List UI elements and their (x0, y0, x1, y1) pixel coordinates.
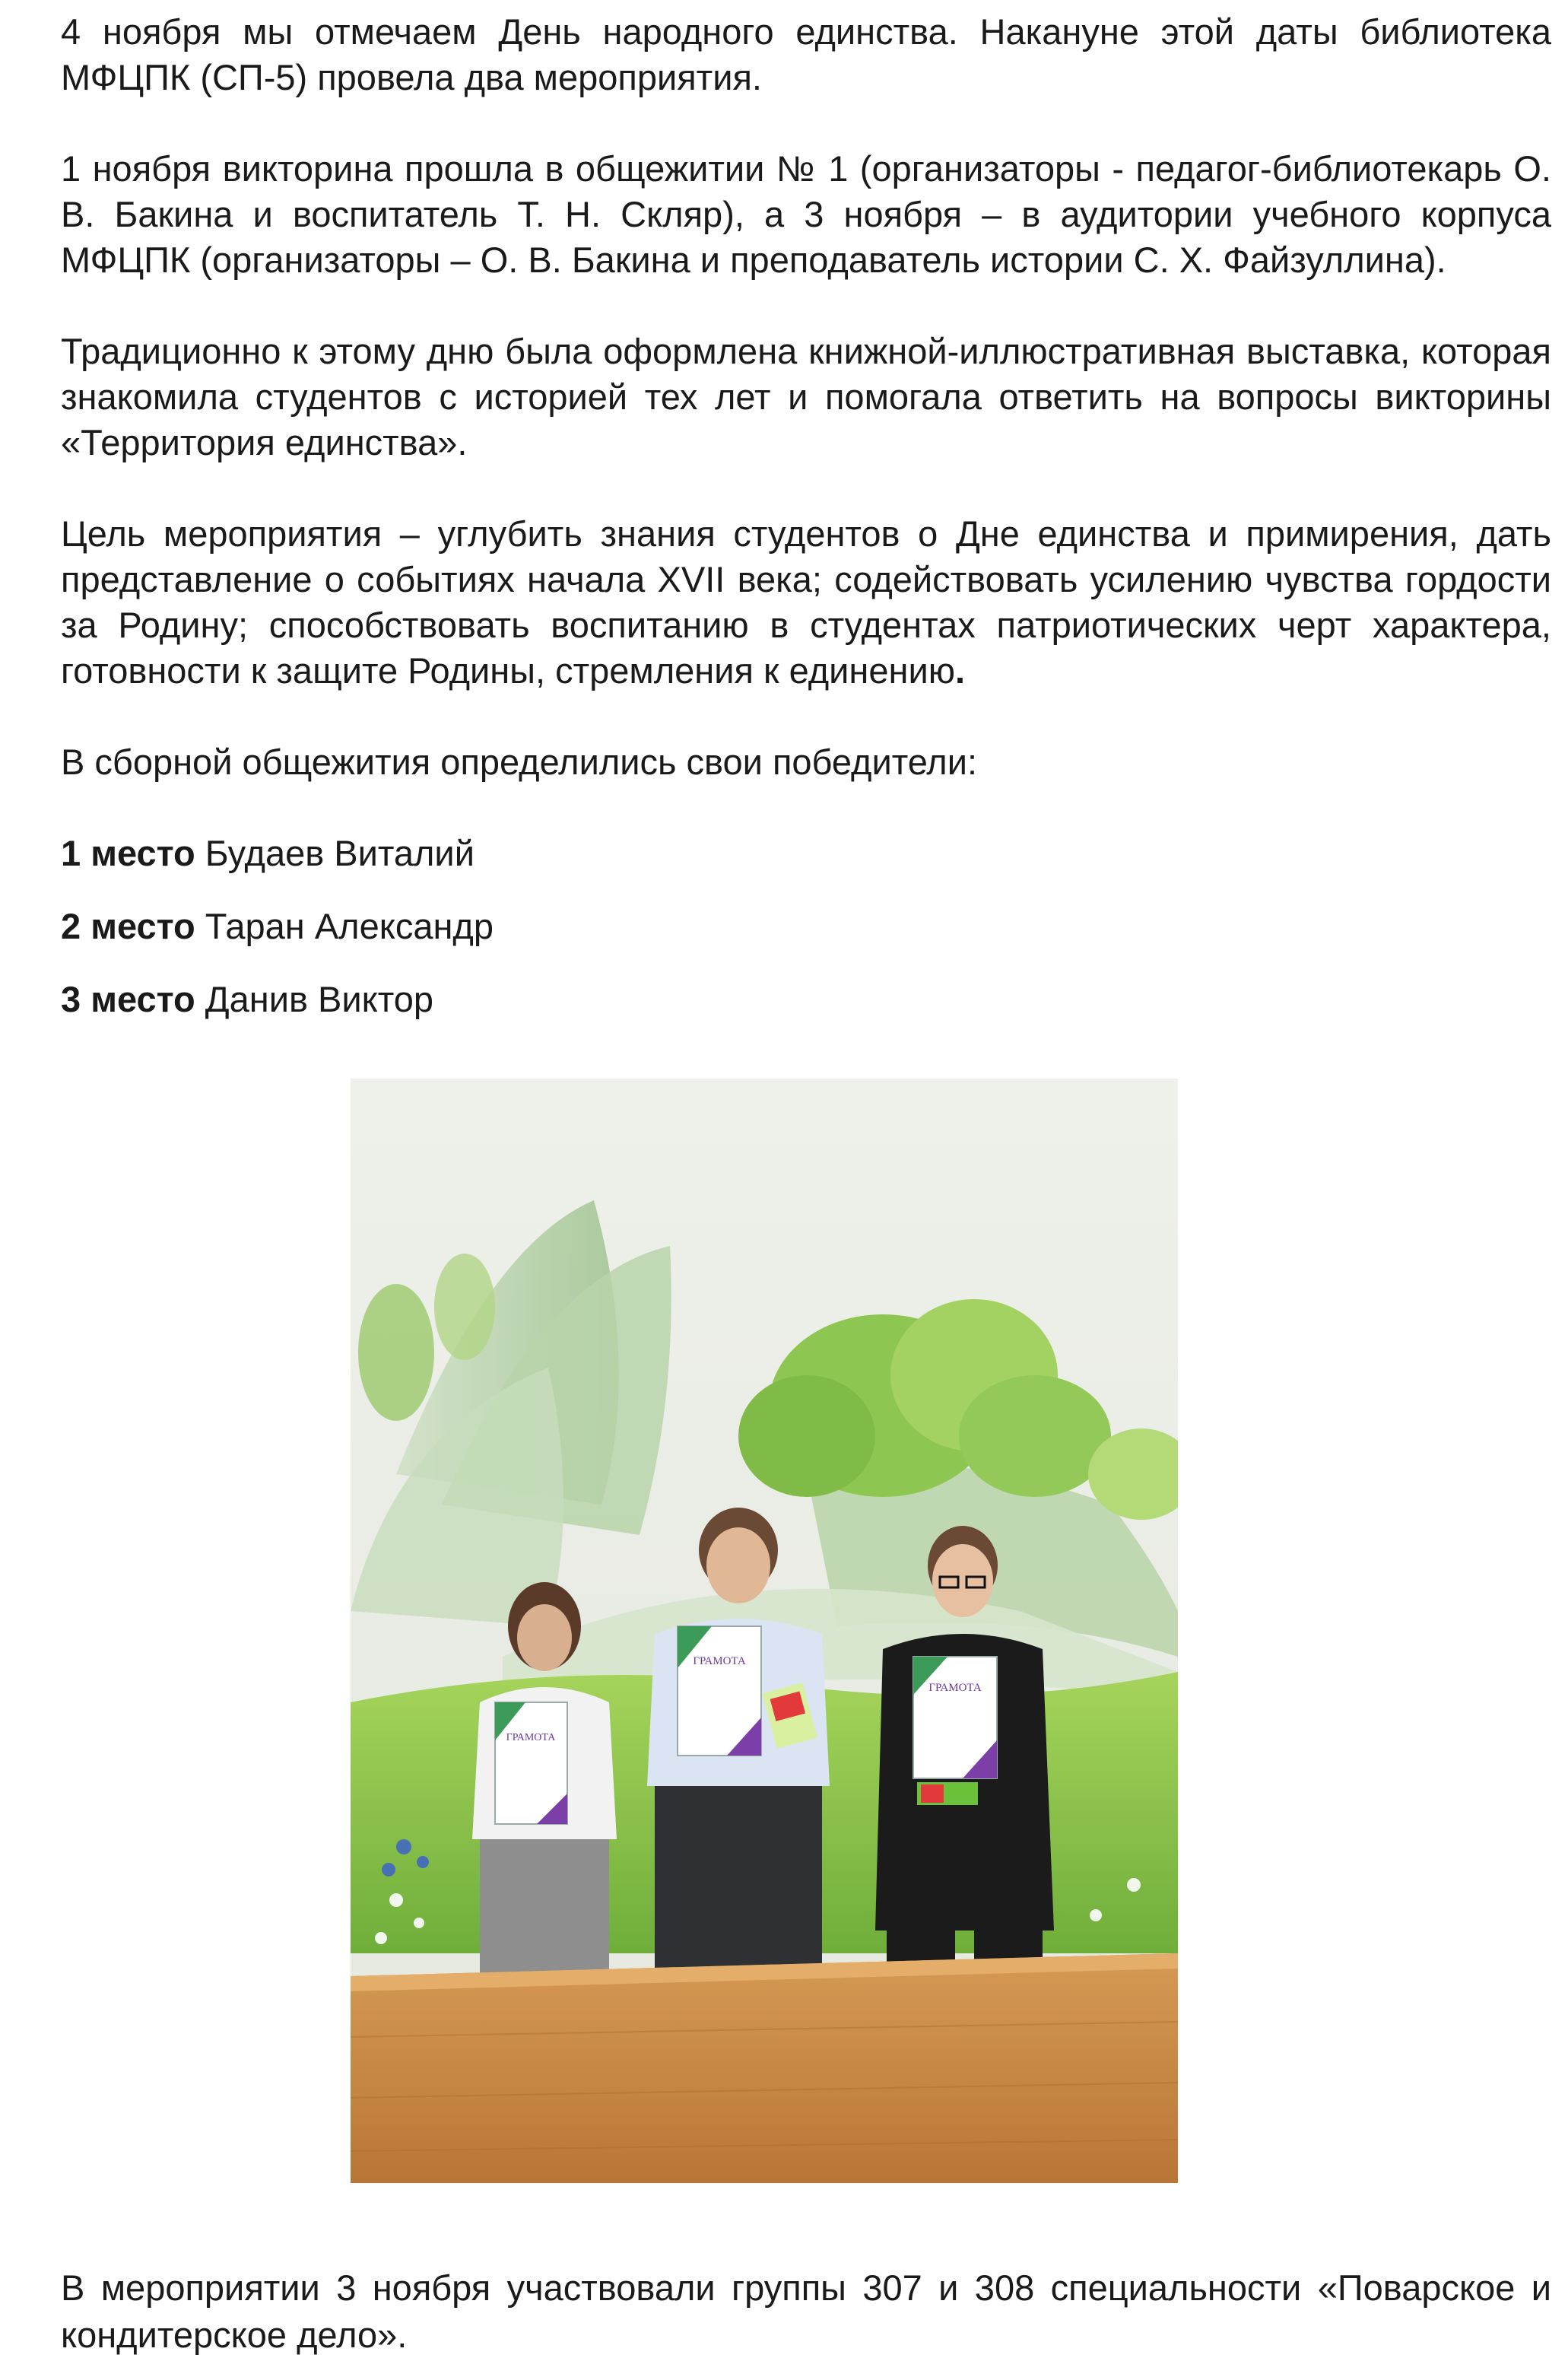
document-body (61, 9, 1551, 1050)
paragraph-exhibition: Традиционно к этому дню была оформлена книжной-иллюстративная выставка, которая знакомила студентов с историей тех лет и помогала ответить на вопросы викторины «Территория единства». (61, 331, 1551, 462)
winner-place-3 (61, 977, 1551, 1022)
winner-place-1 (61, 831, 1551, 876)
goal-end: . (954, 650, 966, 691)
paragraph-quiz-dates: 1 ноября викторина прошла в общежитии № 1 (организаторы - педагог-библиотекарь О. В. Бакина и воспитатель Т. Н. Скляр), а 3 ноября – в аудитории учебного корпуса МФЦПК (организаторы – О. В. Бакина и преподаватель истории С. Х. Файзуллина). (61, 148, 1551, 280)
place-rank: 2 место (61, 906, 195, 946)
goal-text: Цель мероприятия – углубить знания студентов о Дне единства и примирения, дать представление о событиях начала XVII века; содействовать усилению чувства гордости за Родину; способствовать воспитанию в студентах патриотических черт характера, готовности к защите Родины, стремления к единению (61, 513, 1551, 691)
paragraph-goal (61, 511, 1551, 694)
winner-name: Данив Виктор (195, 979, 433, 1019)
certificate-left-title: ГРАМОТА (506, 1732, 556, 1743)
certificate-right-title: ГРАМОТА (928, 1682, 982, 1694)
place-rank: 3 место (61, 979, 195, 1019)
place-rank: 1 место (61, 833, 195, 873)
winners-photo (351, 1079, 1178, 2183)
paragraph-intro: 4 ноября мы отмечаем День народного единства. Накануне этой даты библиотека МФЦПК (СП-5) провела два мероприятия. (61, 11, 1551, 97)
winners-list (61, 831, 1551, 1022)
winner-place-2 (61, 904, 1551, 949)
photo-illustration (351, 1079, 1178, 2183)
paragraph-winners-intro: В сборной общежития определились свои победители: (61, 742, 978, 782)
winner-name: Будаев Виталий (195, 833, 475, 873)
winner-name: Таран Александр (195, 906, 494, 946)
certificate-middle-title: ГРАМОТА (693, 1655, 746, 1667)
paragraph-participants: В мероприятии 3 ноября участвовали группы 307 и 308 специальности «Поварское и кондитерское дело». (61, 2267, 1551, 2355)
